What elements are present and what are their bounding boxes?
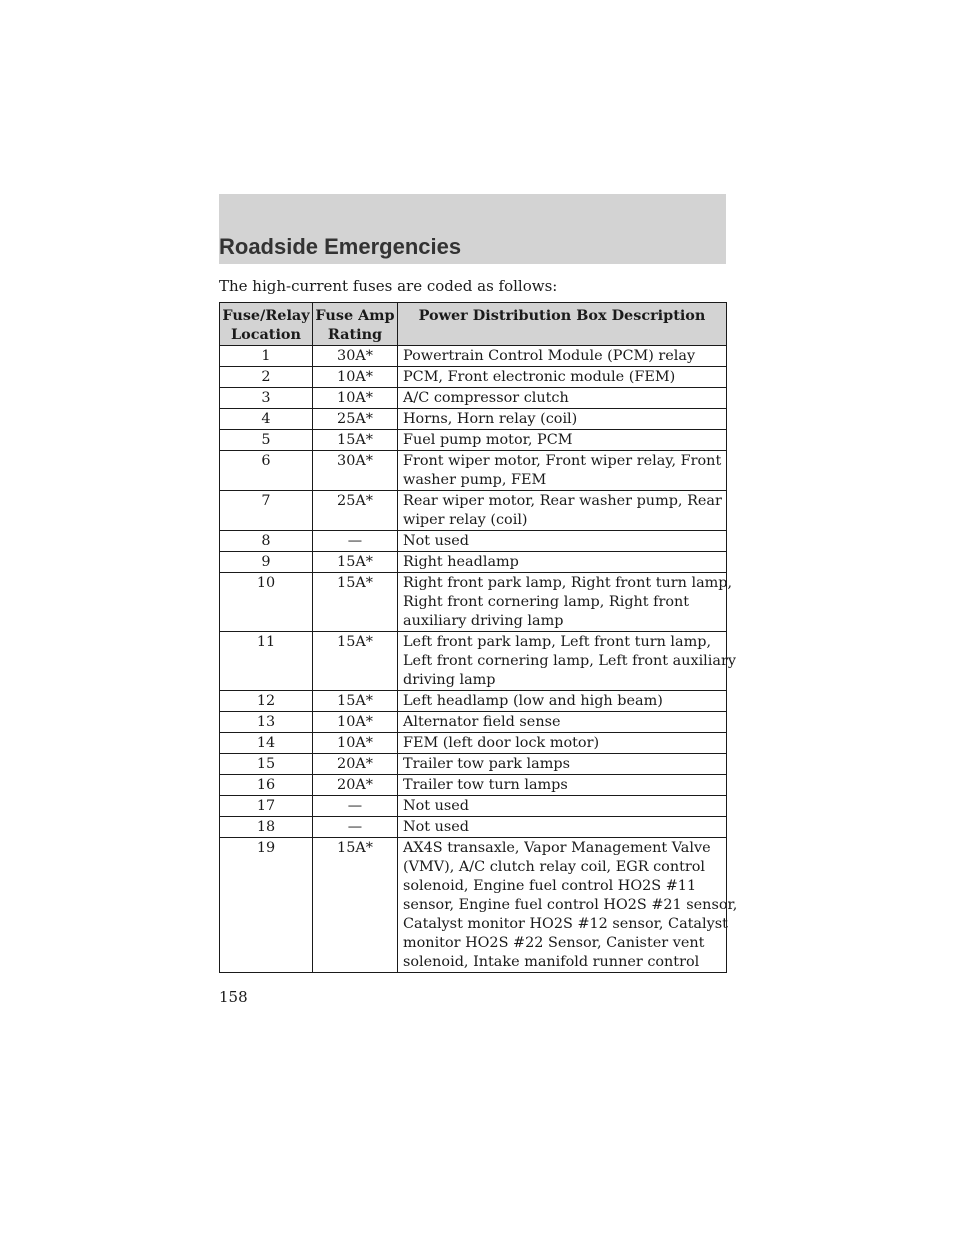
table-row bbox=[220, 451, 727, 491]
description-line: AX4S transaxle, Vapor Management Valve bbox=[403, 840, 711, 856]
table-row bbox=[220, 531, 727, 552]
fuse-amp-cell: 25A* bbox=[313, 409, 398, 430]
description-line: wiper relay (coil) bbox=[403, 512, 528, 528]
column-header-amp bbox=[313, 303, 398, 346]
table-row bbox=[220, 712, 727, 733]
fuse-amp-cell: — bbox=[313, 817, 398, 838]
description-line: driving lamp bbox=[403, 672, 496, 688]
fuse-amp-cell: 10A* bbox=[313, 733, 398, 754]
fuse-description-cell bbox=[398, 733, 727, 754]
fuse-description-cell bbox=[398, 817, 727, 838]
table-row bbox=[220, 346, 727, 367]
description-line: Powertrain Control Module (PCM) relay bbox=[403, 348, 696, 364]
fuse-amp-cell: 25A* bbox=[313, 491, 398, 531]
section-title: Roadside Emergencies bbox=[219, 234, 462, 259]
column-header-line: Fuse/Relay bbox=[222, 307, 310, 324]
fuse-description-cell bbox=[398, 632, 736, 691]
table-row bbox=[220, 573, 727, 632]
column-header-line: Rating bbox=[327, 326, 383, 343]
fuse-description-cell bbox=[398, 775, 727, 796]
fuse-location-cell: 7 bbox=[220, 491, 313, 531]
fuse-amp-cell: 15A* bbox=[313, 573, 398, 632]
fuse-location-cell: 6 bbox=[220, 451, 313, 491]
page-number: 158 bbox=[219, 988, 248, 1006]
description-line: auxiliary driving lamp bbox=[403, 613, 564, 629]
fuse-location-cell: 14 bbox=[220, 733, 313, 754]
fuse-description-cell bbox=[398, 491, 727, 531]
fuse-description-cell bbox=[398, 388, 727, 409]
table-row bbox=[220, 733, 727, 754]
description-line: (VMV), A/C clutch relay coil, EGR control bbox=[403, 859, 706, 875]
table-row bbox=[220, 632, 727, 691]
description-line: A/C compressor clutch bbox=[403, 390, 569, 406]
fuse-description-cell bbox=[398, 691, 727, 712]
fuse-description-cell bbox=[398, 754, 727, 775]
description-line: Right headlamp bbox=[403, 554, 519, 570]
table-row bbox=[220, 552, 727, 573]
fuse-location-cell: 5 bbox=[220, 430, 313, 451]
fuse-location-cell: 8 bbox=[220, 531, 313, 552]
description-line: Right front park lamp, Right front turn lamp, bbox=[403, 575, 733, 591]
table-row bbox=[220, 754, 727, 775]
column-header-location bbox=[220, 303, 313, 346]
table-header-row bbox=[220, 303, 727, 346]
fuse-location-cell: 3 bbox=[220, 388, 313, 409]
fuse-amp-cell: 10A* bbox=[313, 367, 398, 388]
fuse-description-cell bbox=[398, 838, 738, 973]
table-row bbox=[220, 430, 727, 451]
fuse-location-cell: 11 bbox=[220, 632, 313, 691]
column-header-line: Fuse Amp bbox=[315, 307, 395, 324]
description-line: Not used bbox=[403, 533, 469, 549]
description-line: Front wiper motor, Front wiper relay, Front bbox=[403, 453, 722, 469]
fuse-amp-cell: 30A* bbox=[313, 346, 398, 367]
description-line: monitor HO2S #22 Sensor, Canister vent bbox=[403, 935, 705, 951]
fuse-description-cell bbox=[398, 409, 727, 430]
fuse-description-cell bbox=[398, 531, 727, 552]
fuse-description-cell bbox=[398, 367, 727, 388]
column-header-line: Location bbox=[231, 326, 301, 343]
fuse-location-cell: 1 bbox=[220, 346, 313, 367]
description-line: Catalyst monitor HO2S #12 sensor, Catalyst bbox=[403, 916, 728, 932]
table-row bbox=[220, 838, 727, 973]
fuse-amp-cell: 15A* bbox=[313, 691, 398, 712]
fuse-amp-cell: 20A* bbox=[313, 754, 398, 775]
table-row bbox=[220, 367, 727, 388]
table-row bbox=[220, 409, 727, 430]
fuse-location-cell: 15 bbox=[220, 754, 313, 775]
table-row bbox=[220, 491, 727, 531]
description-line: Fuel pump motor, PCM bbox=[403, 432, 573, 448]
fuse-location-cell: 10 bbox=[220, 573, 313, 632]
description-line: Right front cornering lamp, Right front bbox=[403, 594, 690, 610]
fuse-description-cell bbox=[398, 712, 727, 733]
description-line: Trailer tow park lamps bbox=[403, 756, 570, 772]
description-line: solenoid, Engine fuel control HO2S #11 bbox=[403, 878, 697, 894]
fuse-table bbox=[219, 302, 738, 973]
fuse-location-cell: 17 bbox=[220, 796, 313, 817]
description-line: washer pump, FEM bbox=[403, 472, 547, 488]
fuse-location-cell: 12 bbox=[220, 691, 313, 712]
table-row bbox=[220, 388, 727, 409]
fuse-amp-cell: 15A* bbox=[313, 552, 398, 573]
fuse-amp-cell: 10A* bbox=[313, 712, 398, 733]
description-line: Left front cornering lamp, Left front auxiliary bbox=[403, 653, 736, 669]
description-line: Trailer tow turn lamps bbox=[403, 777, 568, 793]
fuse-location-cell: 18 bbox=[220, 817, 313, 838]
fuse-location-cell: 19 bbox=[220, 838, 313, 973]
description-line: solenoid, Intake manifold runner control bbox=[403, 954, 700, 970]
fuse-description-cell bbox=[398, 573, 733, 632]
fuse-amp-cell: 15A* bbox=[313, 838, 398, 973]
description-line: Horns, Horn relay (coil) bbox=[403, 411, 578, 427]
fuse-table-body bbox=[220, 346, 738, 973]
column-header-description bbox=[398, 303, 727, 346]
fuse-amp-cell: 30A* bbox=[313, 451, 398, 491]
fuse-location-cell: 13 bbox=[220, 712, 313, 733]
fuse-description-cell bbox=[398, 346, 727, 367]
fuse-amp-cell: — bbox=[313, 531, 398, 552]
fuse-amp-cell: — bbox=[313, 796, 398, 817]
column-header-line: Power Distribution Box Description bbox=[418, 307, 706, 324]
fuse-location-cell: 2 bbox=[220, 367, 313, 388]
description-line: Not used bbox=[403, 798, 469, 814]
fuse-description-cell bbox=[398, 796, 727, 817]
fuse-amp-cell: 15A* bbox=[313, 430, 398, 451]
table-row bbox=[220, 817, 727, 838]
table-row bbox=[220, 796, 727, 817]
description-line: FEM (left door lock motor) bbox=[403, 735, 600, 751]
fuse-location-cell: 4 bbox=[220, 409, 313, 430]
description-line: PCM, Front electronic module (FEM) bbox=[403, 369, 676, 385]
fuse-amp-cell: 10A* bbox=[313, 388, 398, 409]
fuse-amp-cell: 20A* bbox=[313, 775, 398, 796]
description-line: Left front park lamp, Left front turn lamp, bbox=[403, 634, 712, 650]
intro-text: The high-current fuses are coded as follows: bbox=[219, 277, 558, 295]
description-line: Alternator field sense bbox=[403, 714, 561, 730]
fuse-description-cell bbox=[398, 430, 727, 451]
description-line: sensor, Engine fuel control HO2S #21 sensor, bbox=[403, 897, 738, 913]
description-line: Rear wiper motor, Rear washer pump, Rear bbox=[403, 493, 722, 509]
table-row bbox=[220, 691, 727, 712]
table-row bbox=[220, 775, 727, 796]
fuse-description-cell bbox=[398, 451, 727, 491]
fuse-amp-cell: 15A* bbox=[313, 632, 398, 691]
description-line: Not used bbox=[403, 819, 469, 835]
description-line: Left headlamp (low and high beam) bbox=[403, 693, 663, 709]
fuse-location-cell: 9 bbox=[220, 552, 313, 573]
fuse-location-cell: 16 bbox=[220, 775, 313, 796]
fuse-description-cell bbox=[398, 552, 727, 573]
